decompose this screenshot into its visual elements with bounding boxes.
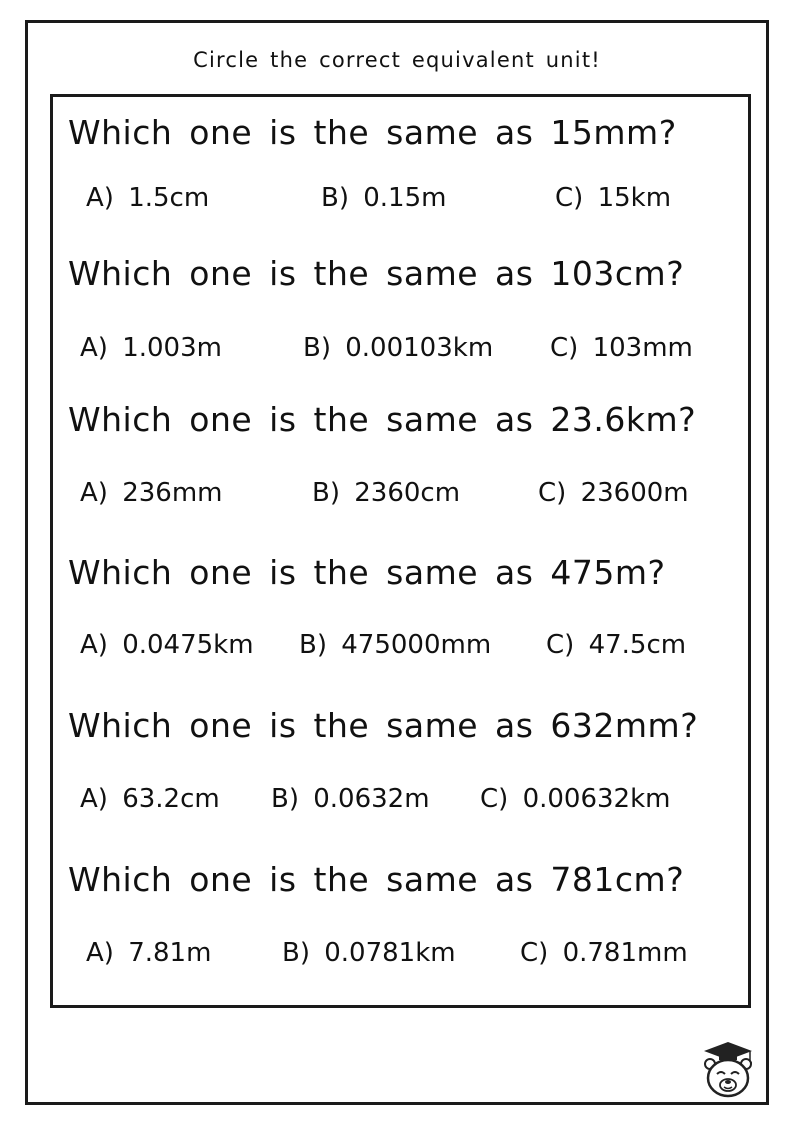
question-1-option-a[interactable]: A) 1.5cm	[86, 183, 210, 213]
question-6: Which one is the same as 781cm?	[68, 860, 685, 899]
question-2: Which one is the same as 103cm?	[68, 254, 685, 293]
question-5-option-a[interactable]: A) 63.2cm	[80, 784, 220, 814]
instruction-heading: Circle the correct equivalent unit!	[193, 48, 601, 72]
question-5: Which one is the same as 632mm?	[68, 706, 699, 745]
question-4-option-c[interactable]: C) 47.5cm	[546, 630, 687, 660]
question-1-option-c[interactable]: C) 15km	[555, 183, 672, 213]
question-2-option-a[interactable]: A) 1.003m	[80, 333, 222, 363]
question-4: Which one is the same as 475m?	[68, 553, 666, 592]
question-5-option-c[interactable]: C) 0.00632km	[480, 784, 671, 814]
question-5-option-b[interactable]: B) 0.0632m	[271, 784, 430, 814]
question-1-option-b[interactable]: B) 0.15m	[321, 183, 447, 213]
question-6-option-a[interactable]: A) 7.81m	[86, 938, 212, 968]
graduate-bear-icon	[700, 1040, 756, 1100]
question-6-option-c[interactable]: C) 0.781mm	[520, 938, 688, 968]
question-6-option-b[interactable]: B) 0.0781km	[282, 938, 456, 968]
question-1: Which one is the same as 15mm?	[68, 113, 677, 152]
question-3-option-c[interactable]: C) 23600m	[538, 478, 689, 508]
question-4-option-b[interactable]: B) 475000mm	[299, 630, 492, 660]
question-3: Which one is the same as 23.6km?	[68, 400, 697, 439]
question-2-option-b[interactable]: B) 0.00103km	[303, 333, 494, 363]
question-4-option-a[interactable]: A) 0.0475km	[80, 630, 254, 660]
question-2-option-c[interactable]: C) 103mm	[550, 333, 693, 363]
question-3-option-b[interactable]: B) 2360cm	[312, 478, 461, 508]
question-3-option-a[interactable]: A) 236mm	[80, 478, 223, 508]
